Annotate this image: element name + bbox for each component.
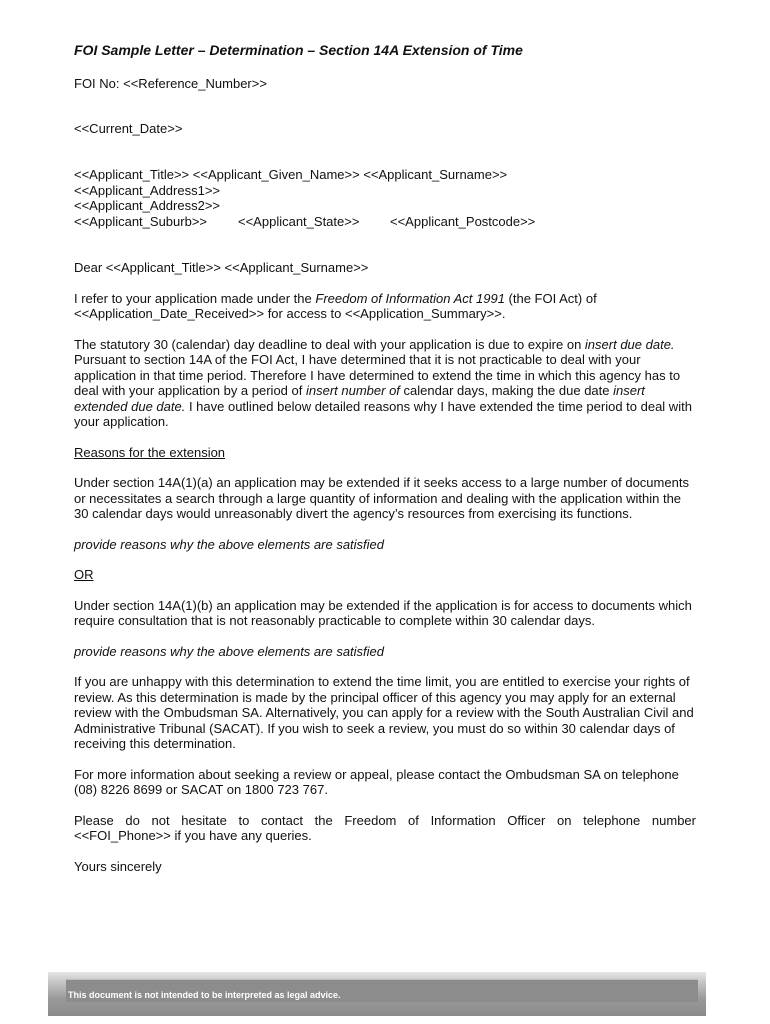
contact-line-1: Please do not hesitate to contact the Freedom of Information Officer on telephone number (74, 812, 696, 828)
provide-reasons-text-2: provide reasons why the above elements are satisfied (74, 643, 385, 659)
applicant-address-block (74, 167, 696, 229)
placeholder-extended-due-date: insert extended due date. (74, 383, 645, 414)
address-suburb: <<Applicant_Suburb>> (74, 213, 207, 229)
foi-number: FOI No: <<Reference_Number>> (74, 76, 267, 91)
salutation: Dear <<Applicant_Title>> <<Applicant_Surname>> (74, 260, 369, 275)
address-line-2: <<Applicant_Address2>> (74, 198, 220, 213)
act-name: Freedom of Information Act 1991 (315, 290, 505, 306)
placeholder-due-date: insert due date. (584, 336, 675, 352)
para2-text-b: Pursuant to section 14A of the FOI Act, I have determined that it is not practicable to deal with your application in that time period. Therefore I have determined to extend the time in which this agency has to deal with your application by a period of (74, 352, 681, 398)
address-line-name: <<Applicant_Title>> <<Applicant_Given_Name>> <<Applicant_Surname>> (74, 167, 508, 182)
paragraph-rights-of-review: If you are unhappy with this determination to extend the time limit, you are entitled to exercise your rights of review. As this determination is made by the principal officer of this agency you may apply for an external review with the Ombudsman SA. Alternatively, you can apply for a review with the South Australian Civil and Administrative Tribunal (SACAT). If you wish to seek a review, you must do so within 30 calendar days of receiving this determination. (74, 674, 694, 751)
provide-reasons-prompt-2 (74, 644, 696, 660)
document-title: FOI Sample Letter – Determination – Section 14A Extension of Time (74, 42, 523, 58)
para1-text-b: (the FOI Act) of <<Application_Date_Received>> for access to <<Application_Summary>>. (74, 290, 597, 321)
placeholder-number-of-days: insert number of (305, 383, 400, 398)
paragraph-reason-14a1b: Under section 14A(1)(b) an application may be extended if the application is for access to documents which require consultation that is not reasonably practicable to complete within 30 calendar days. (74, 597, 692, 628)
provide-reasons-text-1: provide reasons why the above elements are satisfied (74, 536, 385, 552)
paragraph-reason-14a1a: Under section 14A(1)(a) an application may be extended if it seeks access to a large number of documents or necessitates a search through a large quantity of information and dealing with the application within the 30 calendar days would unreasonably divert the agency’s resources from exercising its functions. (74, 475, 689, 521)
paragraph-statutory-deadline (74, 337, 696, 430)
provide-reasons-prompt-1 (74, 537, 696, 553)
reasons-heading: Reasons for the extension (74, 444, 226, 460)
closing: Yours sincerely (74, 858, 162, 874)
address-postcode: <<Applicant_Postcode>> (390, 213, 536, 229)
current-date: <<Current_Date>> (74, 120, 183, 136)
paragraph-contact (74, 813, 696, 844)
letter-page (74, 40, 696, 889)
or-label: OR (74, 567, 94, 582)
paragraph-more-information: For more information about seeking a review or appeal, please contact the Ombudsman SA on telephone (08) 8226 8699 or SACAT on 1800 723 767. (74, 766, 679, 797)
para1-text-a: I refer to your application made under the (74, 290, 316, 306)
footer-disclaimer: This document is not intended to be interpreted as legal advice. (68, 990, 341, 1000)
contact-line-2: <<FOI_Phone>> if you have any queries. (74, 828, 312, 843)
paragraph-application-reference (74, 291, 696, 322)
address-state: <<Applicant_State>> (238, 213, 360, 229)
address-line-1: <<Applicant_Address1>> (74, 182, 220, 198)
para2-text-a: The statutory 30 (calendar) day deadline to deal with your application is due to expire on (74, 336, 585, 352)
footer-banner (48, 972, 706, 1016)
address-line-locality (74, 214, 696, 230)
para2-text-c: calendar days, making the due date (399, 383, 614, 398)
para2-text-d: I have outlined below detailed reasons why I have extended the time period to deal with your application. (74, 398, 692, 429)
